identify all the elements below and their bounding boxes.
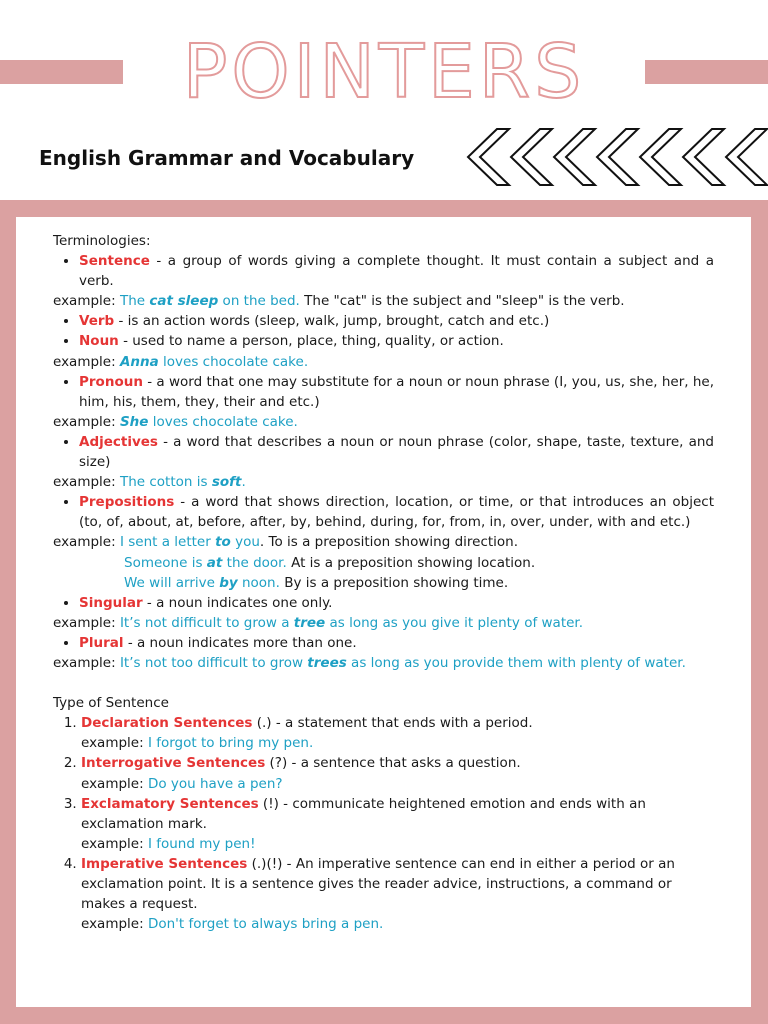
example-text: I found my pen! [147, 835, 256, 852]
example-text: on the bed. [218, 293, 300, 310]
example-label: example: [53, 413, 116, 430]
example-label: example: [81, 835, 144, 852]
example-prepositions-1 [53, 532, 714, 552]
example-text: you [230, 534, 260, 551]
type-term: Declaration Sentences [81, 715, 253, 732]
example-note: By is a preposition showing time. [279, 574, 509, 591]
example-keyword: She [119, 413, 149, 430]
example-keyword: at [206, 554, 223, 571]
example-label: example: [53, 353, 116, 370]
type-term: Exclamatory Sentences [81, 795, 259, 812]
type-definition: (.)(!) - An imperative sentence can end in either a period or an exclamation point. It is a sentence gives the reader advice, instructions, a command or makes a request. [81, 855, 675, 913]
term-noun: Noun [79, 333, 119, 350]
example-adjectives [53, 472, 714, 492]
example-text: Don't forget to always bring a pen. [147, 916, 384, 933]
content-text [53, 231, 714, 934]
example-prepositions-3 [53, 573, 714, 593]
definition-verb: - is an action words (sleep, walk, jump, brought, catch and etc.) [114, 313, 550, 330]
term-list-4 [53, 432, 714, 472]
list-item-type [81, 854, 714, 934]
example-text: It’s not difficult to grow a [119, 614, 294, 631]
example-keyword: soft [211, 474, 242, 491]
sentence-types-list [53, 713, 714, 934]
term-prepositions: Prepositions [79, 494, 175, 511]
list-item-prepositions [79, 492, 714, 532]
example-text: the door. [222, 554, 287, 571]
list-item-type [81, 713, 714, 753]
example-text: as long as you provide them with plenty of water. [346, 654, 686, 671]
term-plural: Plural [79, 634, 124, 651]
spacer [53, 673, 714, 693]
term-singular: Singular [79, 594, 143, 611]
example-label: example: [53, 474, 116, 491]
list-item-type [81, 753, 714, 793]
header-left-bar [0, 60, 123, 84]
example-text: It’s not too difficult to grow [119, 654, 308, 671]
example-noun [53, 352, 714, 372]
term-adjectives: Adjectives [79, 433, 158, 450]
example-text: The [119, 293, 150, 310]
list-item-adjectives [79, 432, 714, 472]
example-label: example: [81, 735, 144, 752]
example-text: The cotton is [119, 474, 212, 491]
list-item-noun [79, 331, 714, 351]
example-pronoun [53, 412, 714, 432]
header-right-bar [645, 60, 768, 84]
term-verb: Verb [79, 313, 115, 330]
list-item-verb [79, 311, 714, 331]
example-label: example: [81, 916, 144, 933]
example-keyword: tree [293, 614, 326, 631]
example-text: loves chocolate cake. [158, 353, 309, 370]
type-definition: (?) - a sentence that asks a question. [265, 755, 521, 772]
definition-plural: - a noun indicates more than one. [123, 634, 357, 651]
example-note: The "cat" is the subject and "sleep" is the verb. [299, 293, 625, 310]
term-list-6 [53, 593, 714, 613]
example-keyword: by [219, 574, 238, 591]
example-text: Do you have a pen? [147, 775, 283, 792]
term-sentence: Sentence [79, 253, 150, 270]
example-keyword: trees [307, 654, 347, 671]
definition-adjectives: - a word that describes a noun or noun phrase (color, shape, taste, texture, and size) [79, 433, 714, 471]
term-pronoun: Pronoun [79, 373, 143, 390]
page-title: POINTERS [182, 29, 586, 115]
list-item-pronoun [79, 372, 714, 412]
example-note: . To is a preposition showing direction. [259, 534, 519, 551]
term-list-3 [53, 372, 714, 412]
definition-pronoun: - a word that one may substitute for a noun or noun phrase (I, you, us, she, her, he, him, his, them, they, their and etc.) [79, 373, 714, 410]
left-chevrons-icon [465, 126, 768, 188]
example-label: example: [53, 654, 116, 671]
term-list-5 [53, 492, 714, 532]
definition-singular: - a noun indicates one only. [142, 594, 333, 611]
list-item-singular [79, 593, 714, 613]
definition-noun: - used to name a person, place, thing, quality, or action. [118, 333, 504, 350]
list-item-plural [79, 633, 714, 653]
example-text: We will arrive [124, 574, 220, 591]
term-list-2 [53, 311, 714, 351]
list-item-type [81, 794, 714, 854]
example-text: Someone is [124, 554, 207, 571]
example-text: noon. [237, 574, 280, 591]
type-definition: (.) - a statement that ends with a period. [252, 715, 533, 732]
example-keyword: to [215, 534, 231, 551]
example-sentence [53, 291, 714, 311]
example-text: I forgot to bring my pen. [147, 735, 314, 752]
example-label: example: [53, 614, 116, 631]
term-list-7 [53, 633, 714, 653]
example-label: example: [53, 293, 116, 310]
type-term: Interrogative Sentences [81, 755, 266, 772]
type-term: Imperative Sentences [81, 855, 248, 872]
term-list-1 [53, 251, 714, 291]
types-heading: Type of Sentence [53, 695, 169, 712]
example-singular [53, 613, 714, 633]
example-prepositions-2 [53, 553, 714, 573]
example-keyword: cat sleep [149, 293, 219, 310]
definition-sentence: - a group of words giving a complete thought. It must contain a subject and a verb. [79, 253, 714, 290]
content-card [16, 217, 751, 1007]
example-text: I sent a letter [119, 534, 216, 551]
example-text: . [241, 474, 246, 491]
terminologies-heading: Terminologies: [53, 233, 151, 249]
definition-prepositions: - a word that shows direction, location, or time, or that introduces an object (to, of, about, at, before, after, by, behind, during, for, from, in, over, under, with and etc.) [79, 494, 714, 531]
example-label: example: [81, 775, 144, 792]
type-definition: (!) - communicate heightened emotion and ends with an exclamation mark. [81, 795, 646, 832]
example-note: At is a preposition showing location. [286, 554, 536, 571]
example-text: loves chocolate cake. [148, 413, 298, 430]
example-plural [53, 653, 714, 673]
example-label: example: [53, 534, 116, 551]
list-item-sentence [79, 251, 714, 291]
example-text: as long as you give it plenty of water. [325, 614, 584, 631]
example-keyword: Anna [119, 353, 159, 370]
page-subtitle: English Grammar and Vocabulary [39, 146, 415, 170]
